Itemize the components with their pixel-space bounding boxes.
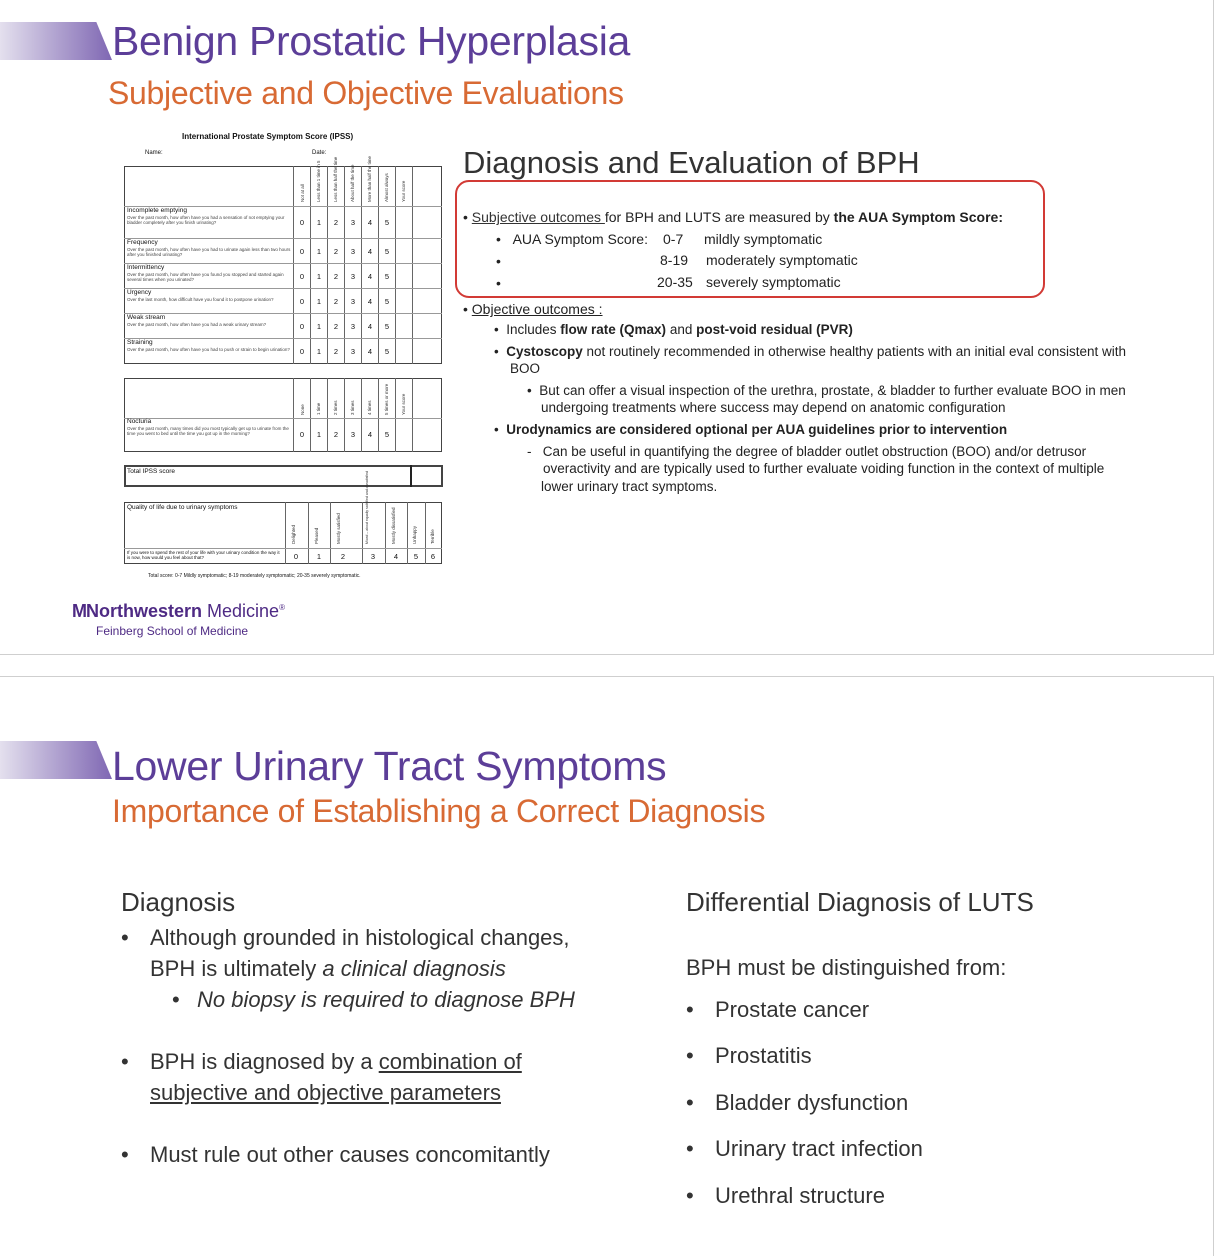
objective-line: • Objective outcomes : [463, 301, 603, 317]
ipss-qol-header: Terrible [430, 529, 435, 544]
slide1-title: Benign Prostatic Hyperplasia [112, 18, 631, 64]
subjective-line: • Subjective outcomes for BPH and LUTS are measured by the AUA Symptom Score: [463, 209, 1003, 225]
dx-evaluation-title: Diagnosis and Evaluation of BPH [463, 145, 920, 180]
differential-item: Prostate cancer [715, 997, 870, 1022]
objective-bullet-cystoscopy: • Cystoscopy not routinely recommended in otherwise healthy patients with an initial eval consistent with [494, 344, 1127, 359]
urodynamics-sub-1: - Can be useful in quantifying the degree of bladder outlet obstruction (BOO) and/or detrusor [527, 444, 1087, 459]
differential-item: Urinary tract infection [715, 1136, 923, 1161]
bullet-dot: • [686, 1136, 694, 1161]
ipss-qol-header: Unhappy [412, 525, 417, 544]
ipss-header-more-half: More than half the time [367, 155, 372, 202]
diagnosis-bullet-2-line1: BPH is diagnosed by a combination of [150, 1049, 522, 1074]
bullet-dot: • [496, 275, 501, 291]
ipss-qol-label: Quality of life due to urinary symptoms [127, 504, 238, 511]
urodynamics-sub-2: overactivity and are typically used to further evaluate voiding function in the context of multiple [543, 461, 1105, 476]
ipss-header-not-at-all: Not at all [300, 184, 305, 202]
slide-luts-diagnosis [0, 676, 1214, 1256]
nm-mark-icon: M [72, 601, 86, 621]
diagnosis-bullet-1-line1: Although grounded in histological changes, [150, 925, 570, 950]
ipss-total-label: Total IPSS score [127, 468, 176, 475]
ipss-nocturia-header: 1 time [316, 402, 321, 415]
cystoscopy-sub-1: • But can offer a visual inspection of the urethra, prostate, & bladder to further evaluate BOO in men [527, 383, 1126, 398]
ipss-footer: Total score: 0-7 Mildly symptomatic; 8-19 moderately symptomatic; 20-35 severely symptomatic. [148, 573, 361, 579]
urodynamics-sub-3: lower urinary tract symptoms. [541, 479, 718, 494]
aua-range-desc: severely symptomatic [706, 274, 841, 290]
bullet-dot: • [686, 1043, 694, 1068]
ipss-name-label: Name: [145, 150, 163, 156]
ipss-form-title: International Prostate Symptom Score (IPSS) [182, 132, 354, 141]
feinberg-school-label: Feinberg School of Medicine [96, 624, 249, 638]
title-accent-bar [0, 741, 112, 779]
diagnosis-bullet-1-line2: BPH is ultimately a clinical diagnosis [150, 956, 506, 981]
northwestern-medicine-logo: MNorthwestern Medicine® [72, 601, 285, 621]
ipss-nocturia-header: Your score [401, 393, 406, 415]
ipss-qol-header: Mixed – about equally satisfied and dissatisfied [365, 471, 369, 544]
ipss-qol-header: Mostly satisfied [336, 513, 341, 544]
ipss-qol-header: Mostly dissatisfied [391, 507, 396, 544]
objective-bullet-flow: • Includes flow rate (Qmax) and post-void residual (PVR) [494, 322, 853, 337]
bullet-dot: • [121, 925, 129, 950]
slide1-subtitle: Subjective and Objective Evaluations [108, 75, 624, 111]
differential-item: Urethral structure [715, 1183, 885, 1208]
ipss-nocturia-header: 3 times [350, 400, 355, 415]
aua-range-desc: mildly symptomatic [704, 231, 823, 247]
ipss-qol-header: Delighted [291, 524, 296, 544]
aua-range: 20-35 [657, 274, 693, 290]
ipss-qol-question: If you were to spend the rest of your life with your urinary condition the way it is now, how would you feel about that? [127, 550, 280, 560]
diagnosis-heading: Diagnosis [121, 887, 236, 917]
differential-item: Prostatitis [715, 1043, 812, 1068]
ipss-header-almost-always: Almost always [384, 173, 389, 202]
aua-range: 0-7 [663, 231, 684, 247]
ipss-nocturia-header: 2 times [333, 400, 338, 415]
ipss-header-less-1-in-5: Less than 1 time in 5 [316, 160, 321, 202]
objective-bullet-urodynamics: • Urodynamics are considered optional per AUA guidelines prior to intervention [494, 422, 1008, 437]
title-accent-bar [0, 22, 112, 60]
diagnosis-bullet-3: Must rule out other causes concomitantly [150, 1142, 550, 1167]
bullet-dot: • [686, 997, 694, 1022]
ipss-date-label: Date: [312, 150, 327, 156]
ipss-header-your-score: Your score [401, 180, 406, 202]
bullet-dot: • [686, 1090, 694, 1115]
ipss-header-about-half: About half the time [350, 164, 355, 202]
ipss-nocturia-header: 4 times [367, 400, 372, 415]
slide2-subtitle: Importance of Establishing a Correct Diagnosis [112, 793, 766, 829]
aua-range-desc: moderately symptomatic [706, 252, 858, 268]
differential-item: Bladder dysfunction [715, 1090, 909, 1115]
ipss-form: International Prostate Symptom Score (IPSS) Name: Date: Not at all Less than 1 time in 5 Less than half the time About half the time More than half the time Almost always Your score Incomplete emptying Over the past month, how often have you had a sensation of not emptying your bladder completely after you finish urinating? Frequency Over the past month, how often have you had to urinate again less than two hours after you finished urinating? Intermittency Over the past month, how often have you found you stopped and started again several times when you urinated? Urgency Over the last month, how difficult have you found it to postpone urination? Weak stream Over the past month, how often have you had a weak urinary stream? Straining Over the past month, how often have you had to push or strain to begin urination? 0 1 2 3 4 5 0 1 2 3 4 5 0 1 2 3 4 5 0 1 2 3 4 5 0 1 2 3 4 5 0 1 2 3 4 5 None 1 time 2 times 3 times 4 times 5 times or more Your score Nocturia Over the past month, many times did you most typically get up to urinate from the time you went to bed until the time you got up in the morning? 0 1 2 3 4 5 Total IPSS score Quality of life due to urinary symptoms Delighted Pleased Mostly satisfied Mixed – about equally satisfied and dissatisfied Mostly dissatisfied Unhappy Terrible If you were to spend the rest of your life with your urinary condition the way it is now, how would you feel about that? 0 1 2 3 4 5 6 Total score: 0-7 Mildly symptomatic; 8-19 moderately symptomatic; 20-35 severely symptomatic. [110, 128, 460, 583]
diagnosis-bullet-2-line2: subjective and objective parameters [150, 1080, 501, 1105]
ipss-nocturia-header: None [300, 404, 305, 415]
bullet-dot: • [121, 1049, 129, 1074]
bullet-dot: • [496, 253, 501, 269]
differential-heading: Differential Diagnosis of LUTS [686, 887, 1034, 917]
slide2-title: Lower Urinary Tract Symptoms [112, 743, 667, 789]
cystoscopy-sub-2: undergoing treatments where success may depend on anatomic configuration [541, 400, 1006, 415]
ipss-qol-header: Pleased [314, 527, 319, 544]
bullet-dot: • [686, 1183, 694, 1208]
ipss-header-less-half: Less than half the time [333, 156, 338, 202]
differential-intro: BPH must be distinguished from: [686, 955, 1007, 980]
diagnosis-sub-bullet: No biopsy is required to diagnose BPH [197, 987, 575, 1012]
aua-score-row: • AUA Symptom Score: [496, 231, 648, 247]
bullet-dot: • [121, 1142, 129, 1167]
aua-range: 8-19 [660, 252, 689, 268]
cystoscopy-cont: BOO [510, 361, 541, 376]
ipss-nocturia-header: 5 times or more [384, 383, 389, 415]
bullet-dot: • [172, 987, 180, 1012]
